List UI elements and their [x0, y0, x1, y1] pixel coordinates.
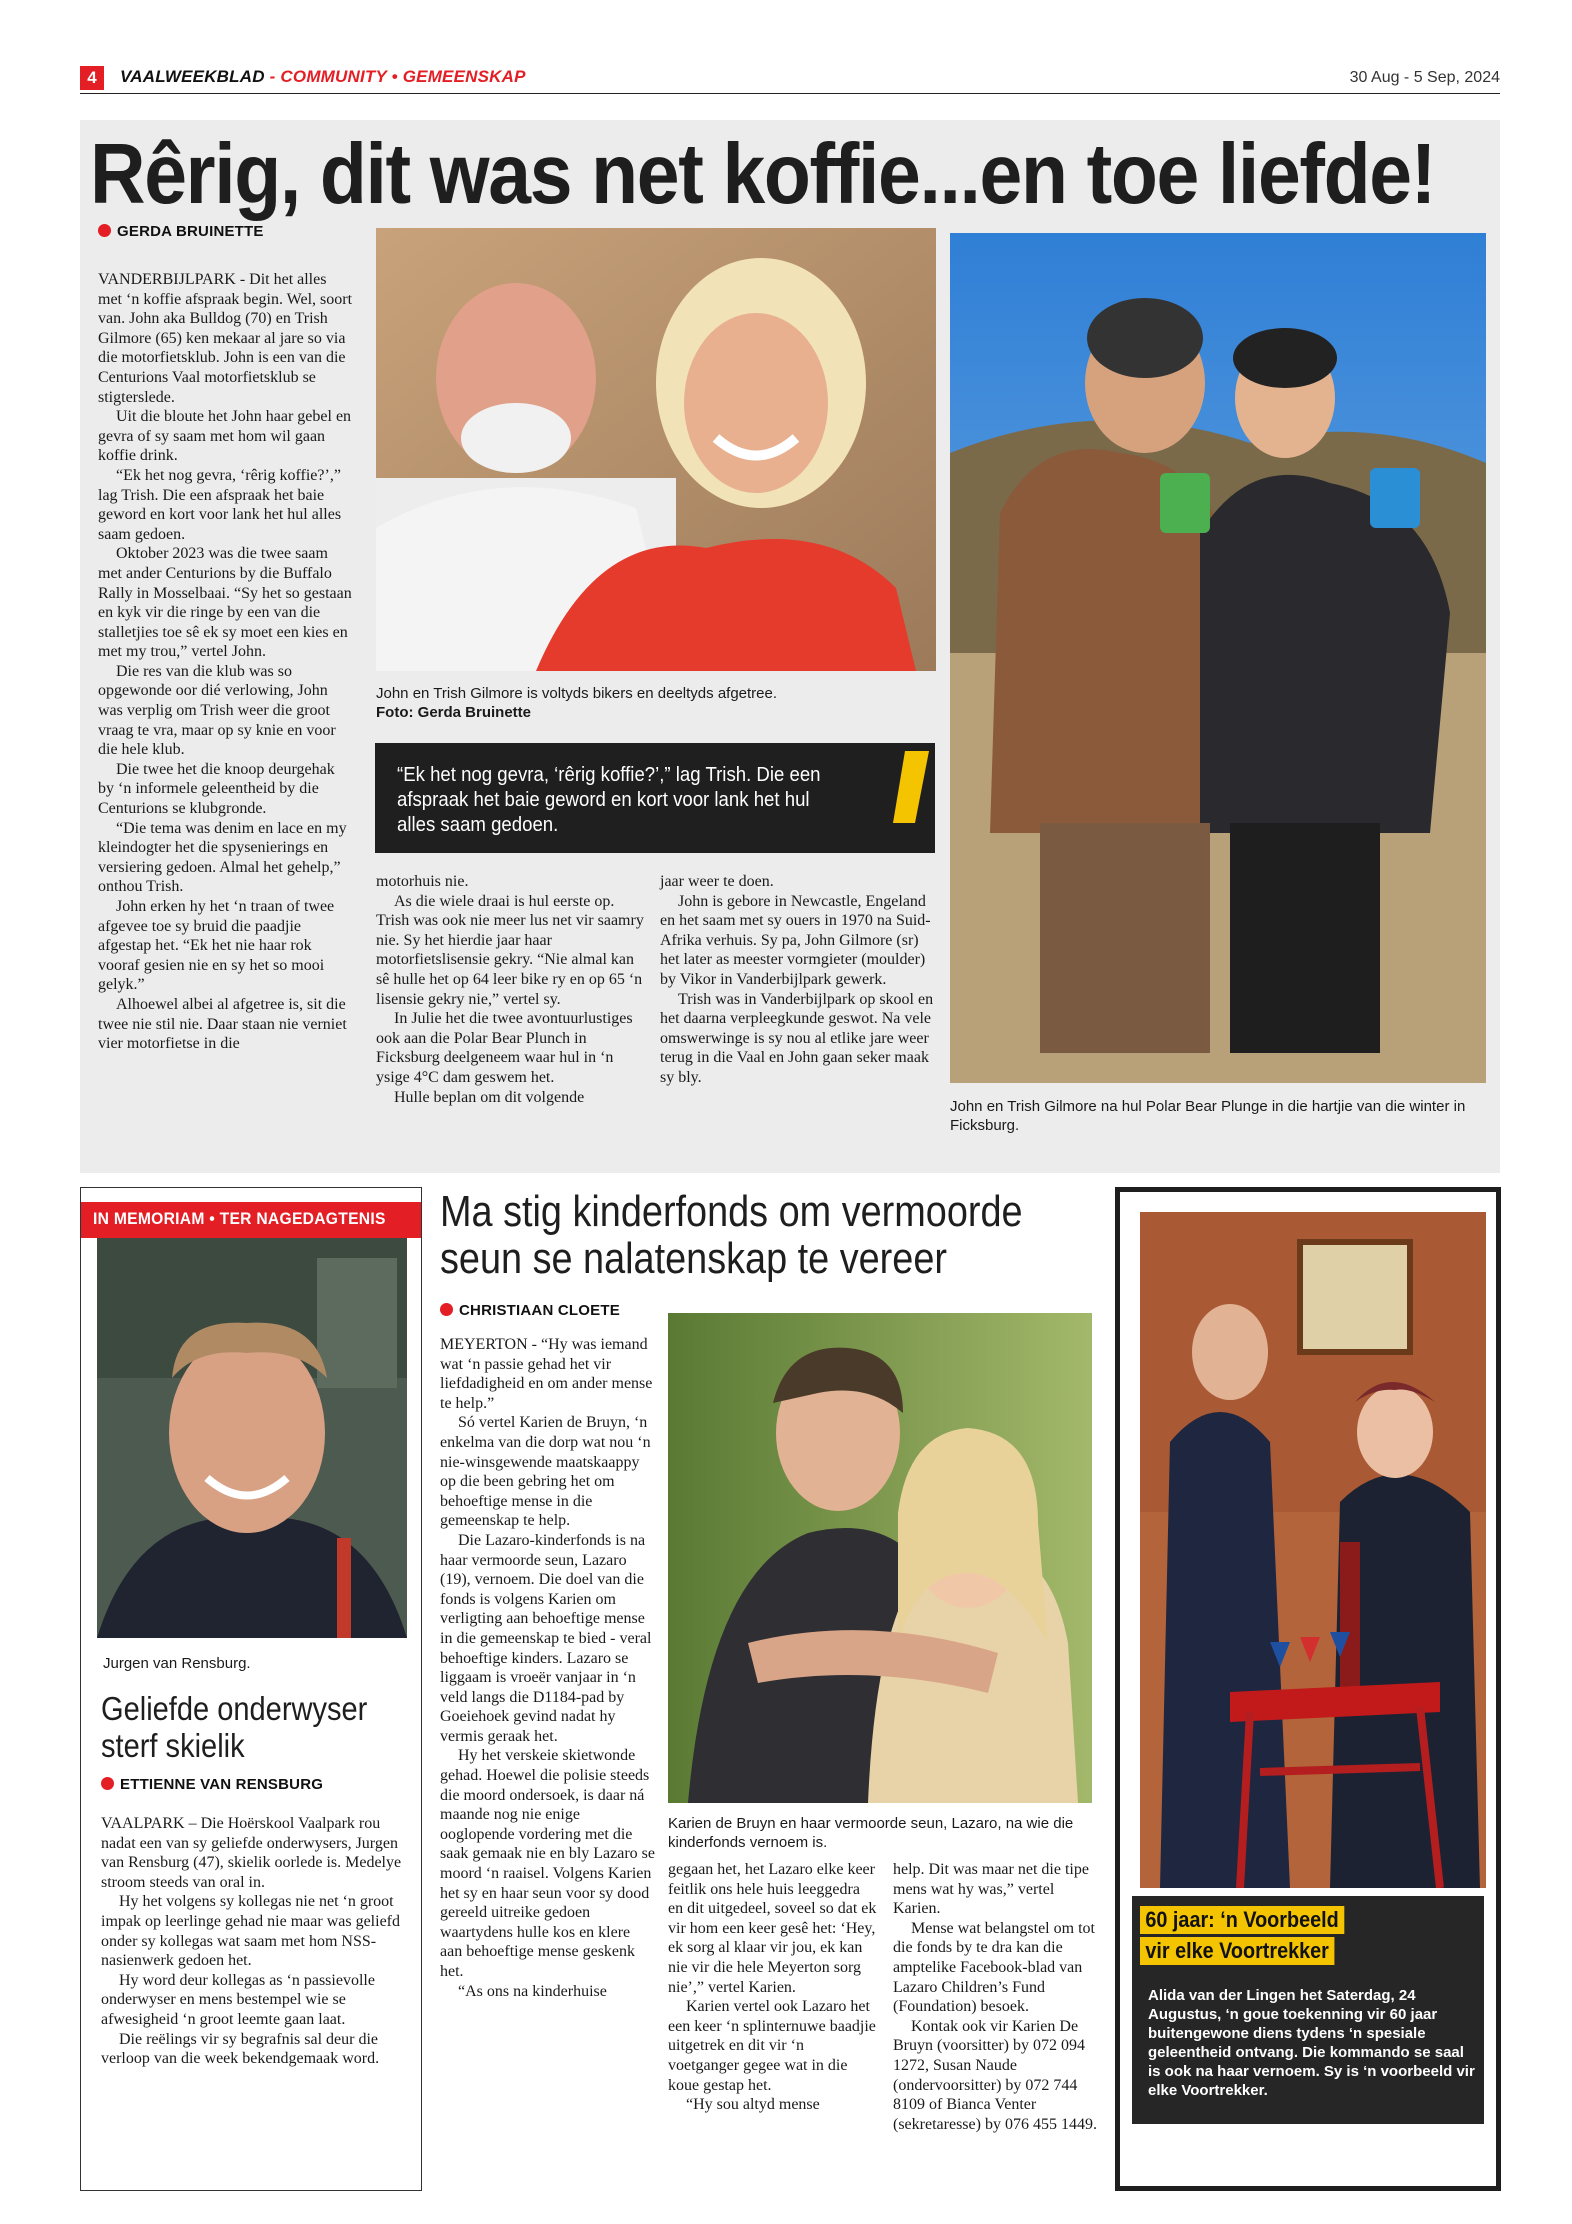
couple-photo-caption: John en Trish Gilmore is voltyds bikers en deeltyds afgetree. Foto: Gerda Bruinette: [376, 685, 778, 721]
memoriam-headline: Geliefde onderwyser sterf skielik: [101, 1690, 368, 1764]
masthead-line: VAALWEEKBLAD - COMMUNITY • GEMEENSKAP: [120, 67, 526, 86]
couple-photo: [376, 228, 936, 671]
byline-dot-icon: [101, 1777, 114, 1790]
lead-article: [80, 120, 1500, 1173]
mother-son-photo: [668, 1313, 1092, 1803]
lead-headline: Rêrig, dit was net koffie...en toe liefde!: [90, 127, 1435, 222]
memoriam-byline: ETTIENNE VAN RENSBURG: [101, 1776, 323, 1793]
kinderfonds-byline: CHRISTIAAN CLOETE: [440, 1302, 620, 1319]
voortrekker-title: 60 jaar: ‘n Voorbeeld vir elke Voortrekker: [1140, 1906, 1367, 1968]
voortrekker-box: [1115, 1187, 1501, 2191]
lead-column-3: jaar weer te doen. John is gebore in Newcastle, Engeland en het saam met sy ouers in 1970 na Suid-Afrika verhuis. Sy pa, John Gilmore (sr) het later as meester vormgieter (moulder) by Vikor in Vanderbijlpark gewerk. Trish was in Vanderbijlpark op skool en het daarna verpleegkunde geswot. Na vele omswerwinge is sy nou al etlike jare weer terug in die Vaal en John gaan seker maak sy bly.: [660, 873, 934, 1086]
memoriam-body: VAALPARK – Die Hoërskool Vaalpark rou nadat een van sy geliefde onderwysers, Jurgen van Rensburg (47), skielik oorlede is. Medelye stroom steeds van oral in. Hy het volgens sy kollegas nie net ‘n groot impak op leerlinge gehad nie maar was geliefd onder sy kollegas wat saam met hom NSS-nasienwerk gedoen het. Hy word deur kollegas as ‘n passievolle onderwyser en mens bestempel wie se afwesigheid ‘n groot leemte gaan laat. Die reëlings vir sy begrafnis sal deur die verloop van die week bekendgemaak word.: [101, 1815, 402, 2068]
kinderfonds-column-3: help. Dit was maar net die tipe mens wat hy was,” vertel Karien. Mense wat belangstel om tot die fonds by te dra kan die amptelike Facebook-blad van Lazaro Children’s Fund (Foundation) besoek. Kontak ook vir Karien De Bruyn (voorsitter) by 072 094 1272, Susan Naude (ondervoorsitter) by 072 744 8109 of Bianca Venter (sekretaresse) by 076 455 1449.: [893, 1861, 1097, 2133]
byline-dot-icon: [98, 224, 111, 237]
lead-byline: GERDA BRUINETTE: [98, 223, 264, 240]
lead-column-2: motorhuis nie. As die wiele draai is hul eerste op. Trish was ook nie meer lus net vir saamry nie. Sy het hierdie jaar haar motorfietslisensie gekry. “Nie almal kan sê hulle het op 64 leer bike ry en op 65 ‘n lisensie gekry nie,” vertel sy. In Julie het die twee avontuurlustiges ook aan die Polar Bear Plunch in Ficksburg deelgeneem waar hul in ‘n ysige 4°C dam geswem het. Hulle beplan om dit volgende: [376, 873, 644, 1106]
polar-bear-photo-caption: John en Trish Gilmore na hul Polar Bear Plunge in die hartjie van die winter in Ficksburg.: [950, 1098, 1466, 1134]
kinderfonds-column-1: MEYERTON - “Hy was iemand wat ‘n passie gehad het vir liefdadigheid en om ander mense te help.” Só vertel Karien de Bruyn, ‘n enkelma van die dorp wat nou ‘n nie-winsgewende maatskaappy op die been gebring het om behoeftige mense in die gemeenskap te help. Die Lazaro-kinderfonds is na haar vermoorde seun, Lazaro (19), vernoem. Die doel van die fonds is volgens Karien om verligting aan behoeftige mense in die gemeenskap te bied - veral behoeftige kinders. Lazaro se liggaam is vroeër vanjaar in ‘n veld langs die D1184-pad by Goeiehoek gevind nadat hy vermis geraak het. Hy het verskeie skietwonde gehad. Hoewel die polisie steeds die moord ondersoek, is daar ná maande nog nie enige ooglopende vordering met die saak gemaak nie en bly Lazaro se moord ‘n raaisel. Volgens Karien het sy en haar seun voor sy dood gereeld uitreike gedoen waartydens hulle kos en klere aan behoeftige mense geskenk het. “As ons na kinderhuise: [440, 1336, 656, 2000]
teacher-photo-caption: Jurgen van Rensburg.: [103, 1655, 251, 1672]
byline-dot-icon: [440, 1303, 453, 1316]
teacher-photo: [97, 1238, 407, 1638]
kinderfonds-headline: Ma stig kinderfonds om vermoorde seun se nalatenskap te vereer: [440, 1187, 1023, 1283]
page-header: [80, 64, 1500, 94]
memoriam-label: IN MEMORIAM • TER NAGEDAGTENIS: [93, 1209, 386, 1228]
page-number: 4: [80, 66, 104, 90]
in-memoriam-box: [80, 1187, 422, 2191]
voortrekker-caption-panel: [1132, 1896, 1484, 2124]
kinderfonds-column-2: gegaan het, het Lazaro elke keer feitlik ons hele huis leeggedra en dit uitgedeel, soveel so dat ek vir hom een keer gesê het: ‘Hey, ek sorg al klaar vir jou, ek kan nie vir die hele Meyerton sorg nie’,” vertel Karien. Karien vertel ook Lazaro het een keer ‘n splinternuwe baadjie uitgetrek en dit vir ‘n voetganger gegee wat in die koue gestap het. “Hy sou altyd mense: [668, 1861, 877, 2114]
voortrekker-text: Alida van der Lingen het Saterdag, 24 Augustus, ‘n goue toekenning vir 60 jaar buitengewone diens tydens ‘n spesiale geleentheid ontvang. Die kommando se saal is ook na haar vernoem. Sy is ‘n voorbeeld vir elke Voortrekker.: [1148, 1987, 1475, 2099]
quote-mark-icon: [893, 751, 929, 823]
voortrekker-photo: [1140, 1212, 1486, 1888]
mother-son-photo-caption: Karien de Bruyn en haar vermoorde seun, Lazaro, na wie die kinderfonds vernoem is.: [668, 1815, 1074, 1851]
lead-column-1: VANDERBIJLPARK - Dit het alles met ‘n koffie afspraak begin. Wel, soort van. John aka Bulldog (70) en Trish Gilmore (65) ken mekaar al jare so via die motorfietsklub. John is een van die Centurions Vaal motorfietsklub se stigterslede. Uit die bloute het John haar gebel en gevra of sy saam met hom wil gaan koffie drink. “Ek het nog gevra, ‘rêrig koffie?’,” lag Trish. Die een afspraak het baie geword en kort voor lank het hul alles saam gedoen. Oktober 2023 was die twee saam met ander Centurions by die Buffalo Rally in Mosselbaai. “Sy het so gestaan en kyk vir die ringe by een van die stalletjies toe sê ek sy moet een kies en met my trou,” vertel John. Die res van die klub was so opgewonde oor dié verlowing, John was verplig om Trish weer die groot vraag te vra, maar op sy knie en voor die hele klub. Die twee het die knoop deurgehak by ‘n informele geleentheid by die Centurions se klubgronde. “Die tema was denim en lace en my kleindogter het die spysenierings en versiering gedoen. Almal het gehelp,” onthou Trish. John erken hy het ‘n traan of twee afgevee toe sy bruid die paadjie afgestap het. “Ek het nie haar rok vooraf gesien nie en sy het so mooi gelyk.” Alhoewel albei al afgetree is, sit die twee nie stil nie. Daar staan nie verniet vier motorfietse in die: [98, 271, 353, 1053]
paper-name: VAALWEEKBLAD: [120, 67, 265, 86]
pull-quote: “Ek het nog gevra, ‘rêrig koffie?’,” lag Trish. Die een afspraak het baie geword en kort voor lank het hul alles saam gedoen.: [375, 743, 935, 853]
section-name: COMMUNITY • GEMEENSKAP: [280, 67, 526, 86]
polar-bear-plunge-photo: [950, 233, 1486, 1083]
memoriam-strip: [81, 1202, 421, 1238]
issue-date: 30 Aug - 5 Sep, 2024: [1349, 69, 1500, 86]
